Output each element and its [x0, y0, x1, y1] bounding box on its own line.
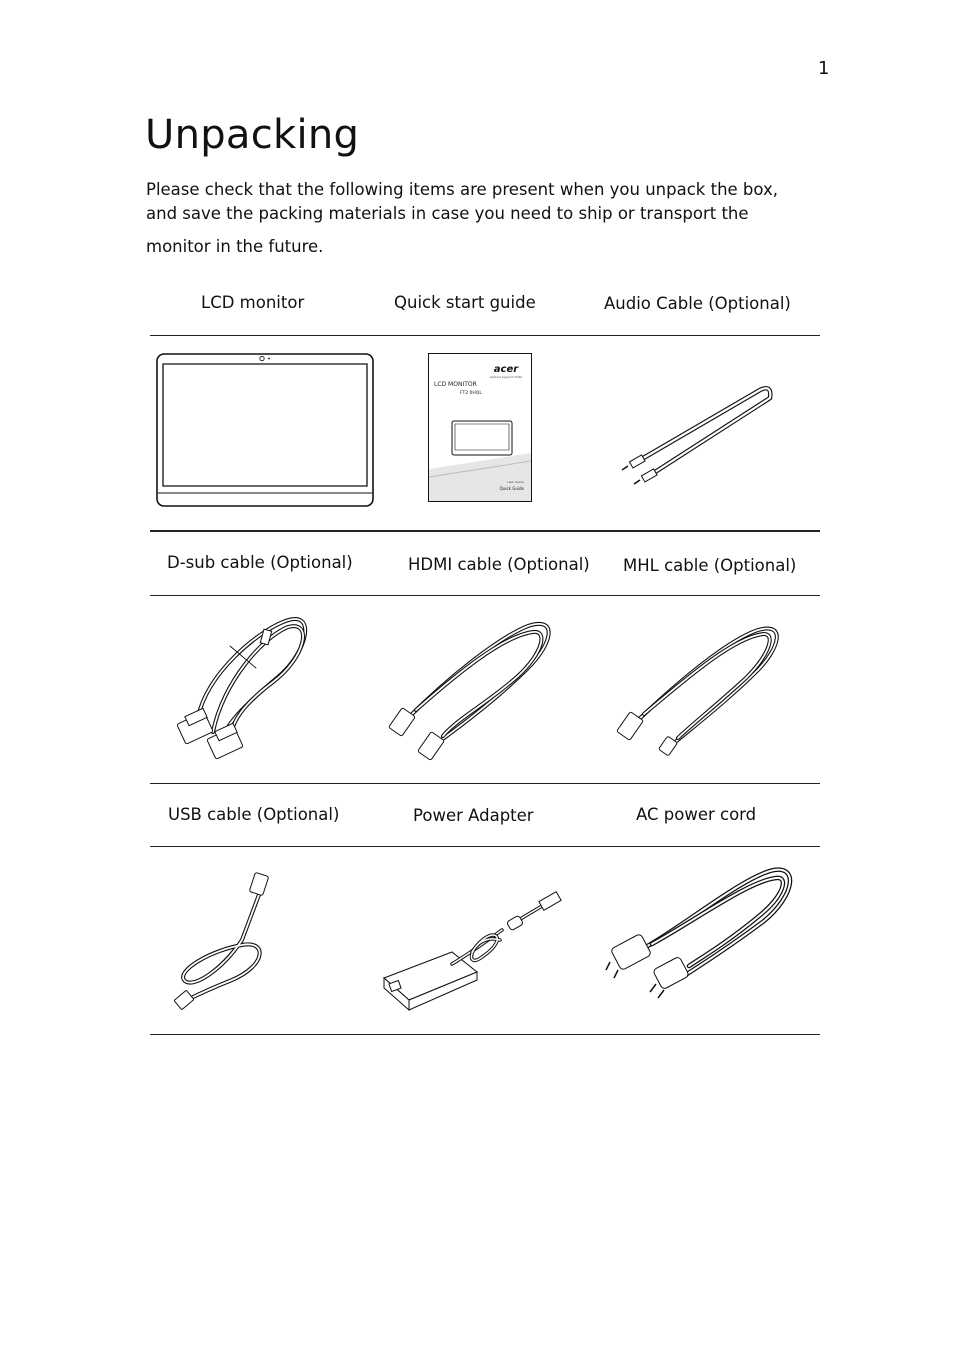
- intro-line-3: monitor in the future.: [146, 237, 324, 256]
- divider: [150, 846, 820, 847]
- lcd-monitor-icon: [156, 352, 374, 510]
- divider: [150, 783, 820, 784]
- divider: [150, 530, 820, 532]
- label-hdmi-cable: HDMI cable (Optional): [408, 555, 590, 574]
- power-adapter-icon: [382, 882, 572, 1007]
- divider: [150, 335, 820, 336]
- hdmi-cable-icon: [388, 618, 558, 766]
- label-usb-cable: USB cable (Optional): [168, 805, 340, 824]
- intro-line-2: and save the packing materials in case you need to ship or transport the: [146, 204, 749, 223]
- divider: [150, 1034, 820, 1035]
- page-title: Unpacking: [145, 112, 360, 158]
- guide-small: User Guide: [507, 480, 524, 484]
- intro-paragraph: [146, 178, 826, 259]
- label-dsub-cable: D-sub cable (Optional): [167, 553, 353, 572]
- guide-name: Quick Guide: [499, 486, 524, 491]
- usb-cable-icon: [172, 870, 282, 1015]
- guide-tagline: explore beyond limits: [489, 375, 523, 379]
- guide-brand: acer: [493, 364, 519, 375]
- quick-start-guide-icon: [428, 353, 532, 503]
- divider: [150, 595, 820, 596]
- ac-power-cord-icon: [604, 866, 796, 1011]
- audio-cable-icon: [620, 378, 780, 482]
- guide-product: LCD MONITOR: [434, 381, 477, 388]
- label-audio-cable: Audio Cable (Optional): [604, 294, 791, 313]
- label-mhl-cable: MHL cable (Optional): [623, 556, 797, 575]
- dsub-cable-icon: [168, 612, 318, 767]
- label-quick-start-guide: Quick start guide: [394, 293, 536, 312]
- page-number: 1: [818, 58, 830, 79]
- guide-model: FT2 0HQL: [460, 391, 482, 396]
- label-lcd-monitor: LCD monitor: [201, 293, 305, 312]
- mhl-cable-icon: [618, 622, 788, 762]
- label-ac-power-cord: AC power cord: [636, 805, 757, 824]
- label-power-adapter: Power Adapter: [413, 806, 534, 825]
- intro-line-1: Please check that the following items are present when you unpack the box,: [146, 180, 778, 199]
